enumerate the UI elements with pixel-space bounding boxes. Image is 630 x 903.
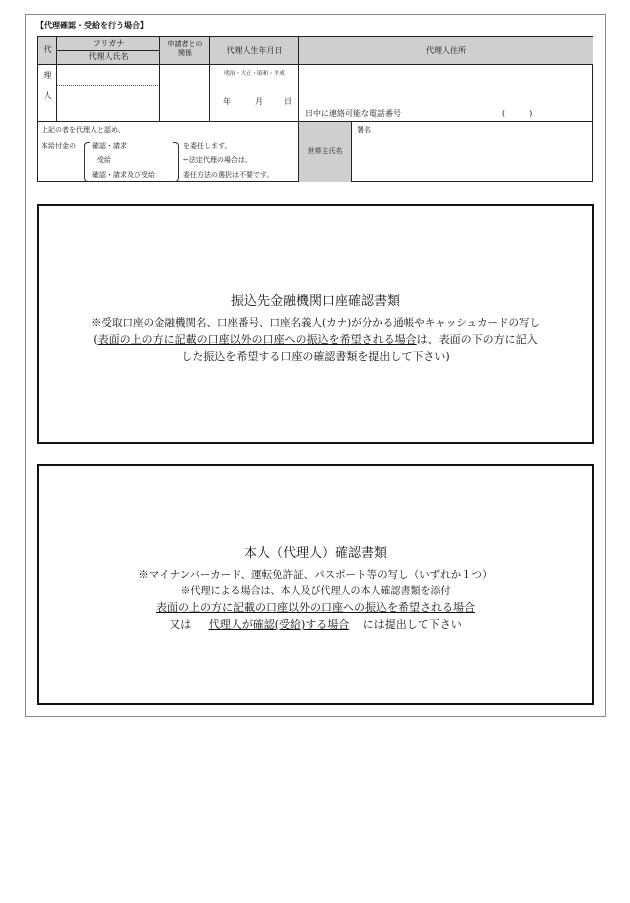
identity-box-line1: ※マイナンバーカード、運転免許証、パスポート等の写し（いずれか１つ） [138,569,493,581]
bank-box-title: 振込先金融機関口座確認書類 [230,294,400,309]
proxy-name-label: 代理人氏名 [88,52,129,61]
options-brace-left [84,142,90,182]
year-unit: 年 [223,97,231,106]
side-label-top: 代 [43,45,52,54]
side-label-bottom: 人 [43,91,52,100]
address-label: 代理人住所 [426,46,466,55]
month-unit: 月 [255,97,263,106]
options-brace-right [173,142,179,182]
address-field[interactable] [299,65,593,107]
bank-line2-rest: は、表面の下の方に記入 [416,333,538,346]
option-both[interactable]: 確認・請求及び受給 [92,171,155,179]
bank-box-line1: ※受取口座の金融機関名、口座番号、口座名義人(カナ)が分かる通帳やキャッシュカードの写し [91,317,540,329]
proxy-form [37,36,593,182]
bank-line2-underlined: 表面の上の方に記載の口座以外の口座への振込を希望される場合 [97,333,417,346]
option-confirm-request[interactable]: 確認・請求 [92,142,127,150]
bank-box-line3: した振込を希望する口座の確認書類を提出して下さい) [181,350,450,363]
identity-box-title: 本人（代理人）確認書類 [243,546,387,561]
delegation-line1: 上記の者を代理人と認め、 [41,126,125,134]
signature-label: 署名 [357,126,371,134]
birth-label: 代理人生年月日 [226,46,283,55]
identity-document-box [37,464,594,705]
phone-parens: ( ) [502,109,533,118]
identity-line4-underlined: 代理人が確認(受給)する場合 [208,618,350,631]
furigana-label: フリガナ [92,39,125,48]
option-receive[interactable]: 受給 [97,156,111,164]
era-options: 明治・大正・昭和・平成 [224,71,285,77]
relation-label-2: 関係 [178,49,192,57]
signature-field[interactable] [352,122,593,182]
identity-line4-prefix: 又は [169,618,192,631]
legal-note-1: ←法定代理の場合は、 [183,156,252,164]
identity-box-line4 [39,616,592,632]
furigana-field[interactable] [57,65,159,85]
side-label-mid: 理 [43,71,52,80]
proxy-section-title: 【代理確認・受給を行う場合】 [36,20,148,30]
bank-line2-open: ( [93,333,98,346]
identity-box-line3: 表面の上の方に記載の口座以外の口座への振込を希望される場合 [156,601,475,614]
relation-field[interactable] [160,65,209,121]
delegation-prefix: 本給付金の [41,142,76,150]
day-unit: 日 [284,97,292,106]
proxy-name-field[interactable] [57,86,159,121]
identity-box-line2: ※代理による場合は、本人及び代理人の本人確認書類を添付 [180,586,451,597]
bank-account-document-box [37,204,594,444]
identity-line4-suffix: には提出して下さい [362,618,462,631]
delegate-text: を委任します。 [183,142,232,150]
bank-box-line2 [39,331,592,347]
legal-note-2: 委任方法の選択は不要です。 [183,171,274,179]
phone-label: 日中に連絡可能な電話番号 [305,109,401,118]
relation-label-1: 申請者との [167,40,203,48]
householder-label: 世帯主氏名 [307,147,343,155]
